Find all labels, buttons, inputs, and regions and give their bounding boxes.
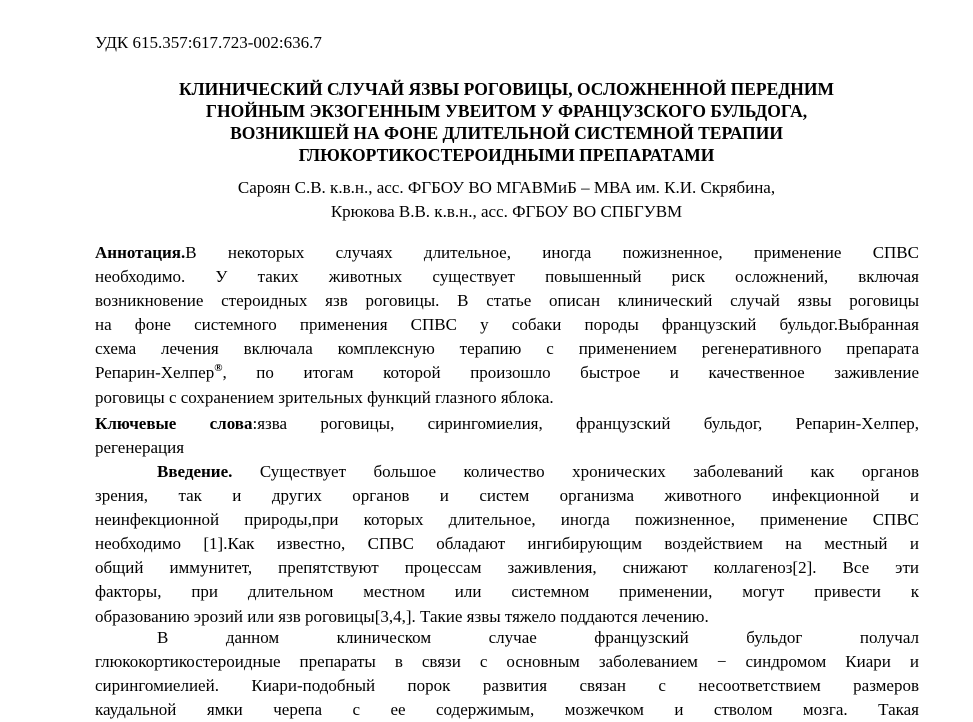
case-line: В данном клиническом случае французский бульдог получал <box>157 628 919 647</box>
case-line: сирингомиелией. Киари-подобный порок развития связан с несоответствием размеров <box>95 676 919 696</box>
intro-line: Введение. Существует большое количество хронических заболеваний как органов <box>157 462 919 481</box>
keywords-line: Ключевые слова:язва роговицы, сирингомиелия, французский бульдог, Репарин-Хелпер, <box>95 414 919 433</box>
case-line: каудальной ямки черепа с ее содержимым, мозжечком и стволом мозга. Такая <box>95 700 919 720</box>
intro-line: неинфекционной природы,при которых длительное, иногда пожизненное, применение СПВС <box>95 510 919 530</box>
article-title <box>95 78 918 166</box>
intro-label: Введение. <box>157 462 233 481</box>
abstract-line: Аннотация.В некоторых случаях длительное, иногда пожизненное, применение СПВС <box>95 243 919 262</box>
title-line: ГЛЮКОРТИКОСТЕРОИДНЫМИ ПРЕПАРАТАМИ <box>298 145 715 165</box>
case-line: глюкокортикостероидные препараты в связи с основным заболеванием − синдромом Киари и <box>95 652 919 672</box>
abstract-line: роговицы с сохранением зрительных функций глазного яблока. <box>95 387 554 407</box>
introduction-section <box>95 460 919 629</box>
abstract-label: Аннотация. <box>95 243 186 262</box>
author-line: Сароян С.В. к.в.н., асс. ФГБОУ ВО МГАВМиБ – МВА им. К.И. Скрябина, <box>237 178 776 197</box>
registered-mark: ® <box>214 362 223 375</box>
abstract-line: возникновение стероидных язв роговицы. В статье описан клинический случай язвы роговицы <box>95 291 919 311</box>
udk-code: УДК 615.357:617.723-002:636.7 <box>95 33 322 52</box>
author-line: Крюкова В.В. к.в.н., асс. ФГБОУ ВО СПБГУВМ <box>330 202 683 221</box>
title-line: ГНОЙНЫМ ЭКЗОГЕННЫМ УВЕИТОМ У ФРАНЦУЗСКОГО БУЛЬДОГА, <box>205 101 808 121</box>
intro-line: общий иммунитет, препятствуют процессам заживления, снижают коллагеноз[2]. Все эти <box>95 558 919 578</box>
keywords-line: регенерация <box>95 438 185 458</box>
abstract-line: необходимо. У таких животных существует повышенный риск осложнений, включая <box>95 267 919 287</box>
abstract-section <box>95 241 919 410</box>
title-line: КЛИНИЧЕСКИЙ СЛУЧАЙ ЯЗВЫ РОГОВИЦЫ, ОСЛОЖНЕННОЙ ПЕРЕДНИМ <box>178 79 835 99</box>
keywords-section <box>95 412 919 460</box>
case-paragraph <box>95 626 919 722</box>
keywords-label: Ключевые слова <box>95 414 253 433</box>
intro-line: образованию эрозий или язв роговицы[3,4,]. Такие язвы тяжело поддаются лечению. <box>95 606 709 626</box>
intro-line: зрения, так и других органов и систем организма животного инфекционной и <box>95 486 919 506</box>
authors-block <box>95 176 918 224</box>
intro-line: необходимо [1].Как известно, СПВС обладают ингибирующим воздействием на местный и <box>95 534 919 554</box>
abstract-line: на фоне системного применения СПВС у собаки породы французский бульдог.Выбранная <box>95 315 919 335</box>
intro-line: факторы, при длительном местном или системном применении, могут привести к <box>95 582 919 602</box>
title-line: ВОЗНИКШЕЙ НА ФОНЕ ДЛИТЕЛЬНОЙ СИСТЕМНОЙ ТЕРАПИИ <box>230 123 783 143</box>
abstract-line: Репарин-Хелпер®, по итогам которой произошло быстрое и качественное заживление <box>95 362 919 383</box>
abstract-line: схема лечения включала комплексную терапию с применением регенеративного препарата <box>95 339 919 359</box>
